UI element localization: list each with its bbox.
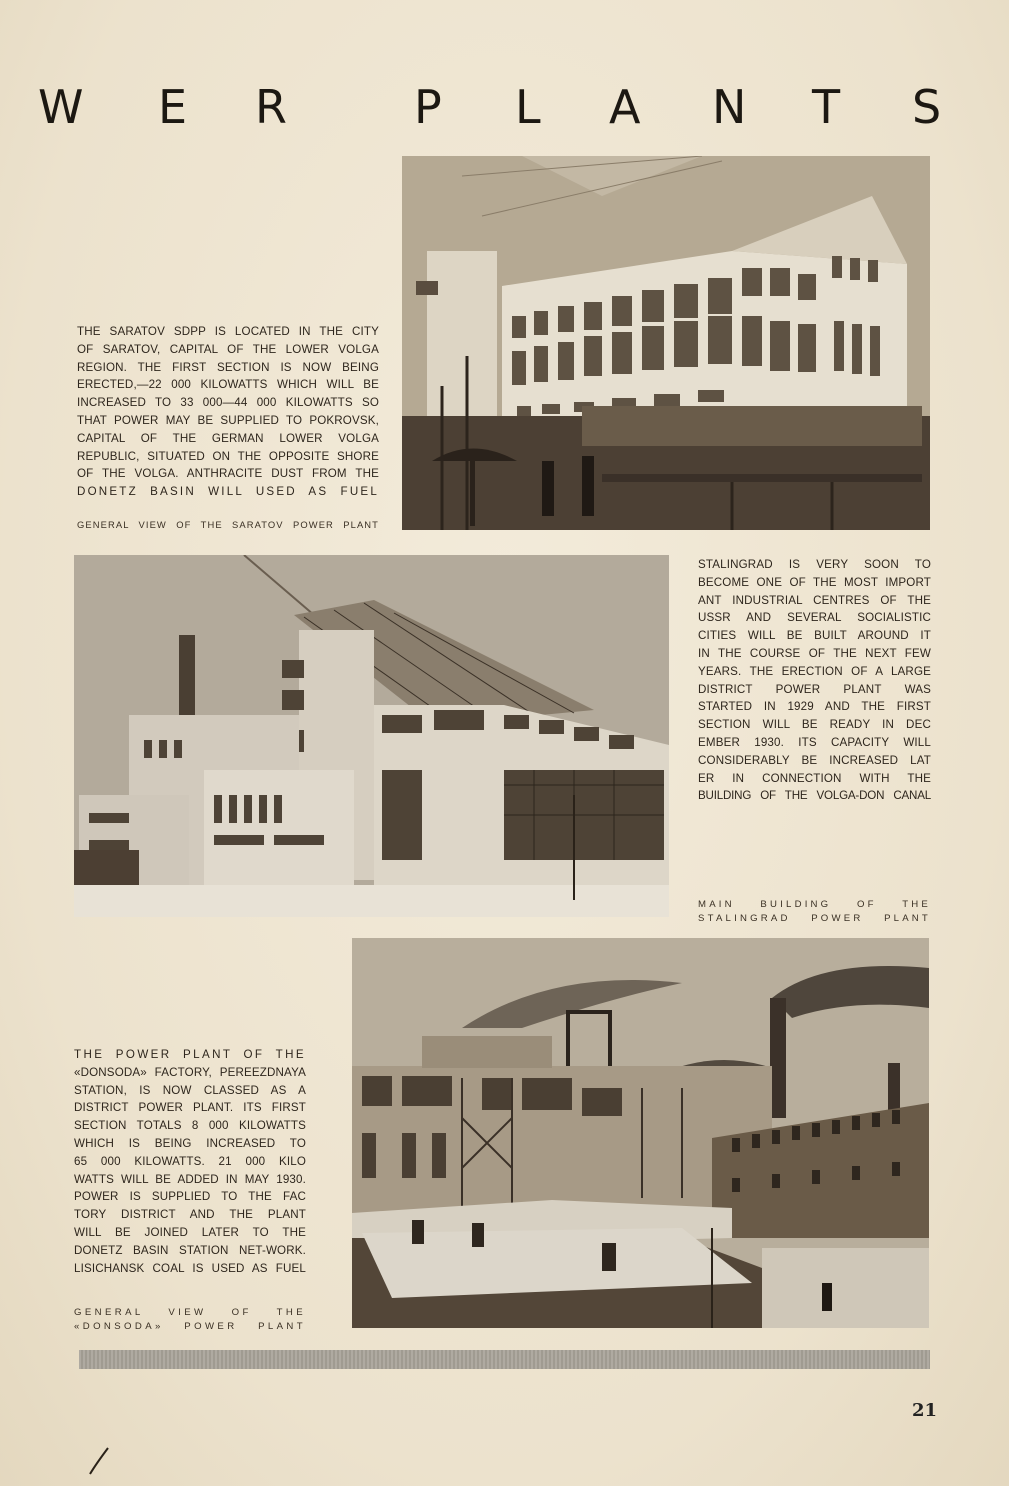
saratov-caption [77, 518, 379, 532]
text-line: SECTION TOTALS 8 000 KILOWATTS [74, 1119, 306, 1133]
decorative-rule-bar [79, 1350, 930, 1369]
text-line: ERECTED,—22 000 KILOWATTS WHICH WILL BE [77, 378, 379, 392]
text-line: STARTED IN 1929 AND THE FIRST [698, 700, 931, 714]
text-line: BUILDING OF THE VOLGA-DON CANAL [698, 789, 931, 803]
headline [0, 82, 1009, 132]
text-line: ER IN CONNECTION WITH THE [698, 771, 931, 785]
text-line: YEARS. THE ERECTION OF A LARGE [698, 664, 931, 678]
pen-mark-icon [88, 1446, 110, 1476]
stalingrad-body-text [698, 556, 931, 805]
text-line: OF THE VOLGA. ANTHRACITE DUST FROM THE [77, 467, 379, 481]
text-line: DISTRICT POWER PLANT WAS [698, 682, 931, 696]
text-line: OF SARATOV, CAPITAL OF THE LOWER VOLGA [77, 342, 379, 356]
headline-letter: L [515, 80, 541, 134]
stalingrad-photo [74, 555, 669, 917]
text-line: THE SARATOV SDPP IS LOCATED IN THE CITY [77, 325, 379, 338]
donsoda-body-text [74, 1046, 306, 1277]
text-line: INCREASED TO 33 000—44 000 KILOWATTS SO [77, 396, 379, 410]
headline-letter: N [712, 80, 747, 134]
headline-letter: S [912, 80, 942, 134]
text-line: EMBER 1930. ITS CAPACITY WILL [698, 735, 931, 749]
text-line: THE POWER PLANT OF THE [74, 1048, 306, 1061]
text-line: REPUBLIC, SITUATED ON THE OPPOSITE SHORE [77, 449, 379, 463]
text-line: LISICHANSK COAL IS USED AS FUEL [74, 1261, 306, 1275]
caption-line: STALINGRAD POWER PLANT [698, 913, 931, 924]
headline-letter: R [255, 80, 287, 134]
caption-line: «DONSODA» POWER PLANT [74, 1321, 306, 1332]
stalingrad-caption [698, 898, 931, 926]
text-line: DISTRICT POWER PLANT. ITS FIRST [74, 1101, 306, 1115]
text-line: CITIES WILL BE BUILT AROUND IT [698, 629, 931, 643]
text-line: STALINGRAD IS VERY SOON TO [698, 558, 931, 571]
saratov-photo-illustration [402, 156, 930, 530]
text-line: «DONSODA» FACTORY, PEREEZDNAYA [74, 1065, 306, 1079]
text-line: SECTION WILL BE READY IN DEC [698, 718, 931, 732]
headline-letter: T [812, 80, 841, 134]
text-line: REGION. THE FIRST SECTION IS NOW BEING [77, 360, 379, 374]
headline-letter: P [414, 80, 442, 134]
text-line: WILL BE JOINED LATER TO THE [74, 1225, 306, 1239]
donsoda-caption [74, 1306, 306, 1334]
text-line: WATTS WILL BE ADDED IN MAY 1930. [74, 1172, 306, 1186]
text-line: USSR AND SEVERAL SOCIALISTIC [698, 611, 931, 625]
text-line: BECOME ONE OF THE MOST IMPORT [698, 575, 931, 589]
text-line: ANT INDUSTRIAL CENTRES OF THE [698, 593, 931, 607]
text-line: CAPITAL OF THE GERMAN LOWER VOLGA [77, 431, 379, 445]
caption-line: MAIN BUILDING OF THE [698, 899, 931, 910]
headline-letter: E [158, 80, 188, 134]
donsoda-photo [352, 938, 929, 1328]
headline-letter: A [609, 80, 641, 134]
text-line: POWER IS SUPPLIED TO THE FAC [74, 1190, 306, 1204]
saratov-body-text [77, 323, 379, 501]
text-line: IN THE COURSE OF THE NEXT FEW [698, 646, 931, 660]
caption-line: GENERAL VIEW OF THE SARATOV POWER PLANT [77, 519, 379, 530]
text-line: DONETZ BASIN WILL USED AS FUEL [77, 485, 379, 499]
caption-line: GENERAL VIEW OF THE [74, 1307, 306, 1318]
text-line: WHICH IS BEING INCREASED TO [74, 1136, 306, 1150]
text-line: THAT POWER MAY BE SUPPLIED TO POKROVSK, [77, 413, 379, 427]
text-line: DONETZ BASIN STATION NET-WORK. [74, 1243, 306, 1257]
page-number: 21 [911, 1400, 937, 1421]
donsoda-photo-illustration [352, 938, 929, 1328]
saratov-photo [402, 156, 930, 530]
headline-letter: W [38, 80, 84, 134]
text-line: TORY DISTRICT AND THE PLANT [74, 1208, 306, 1222]
text-line: CONSIDERABLY BE INCREASED LAT [698, 753, 931, 767]
text-line: STATION, IS NOW CLASSED AS A [74, 1083, 306, 1097]
text-line: 65 000 KILOWATTS. 21 000 KILO [74, 1154, 306, 1168]
stalingrad-photo-illustration [74, 555, 669, 917]
